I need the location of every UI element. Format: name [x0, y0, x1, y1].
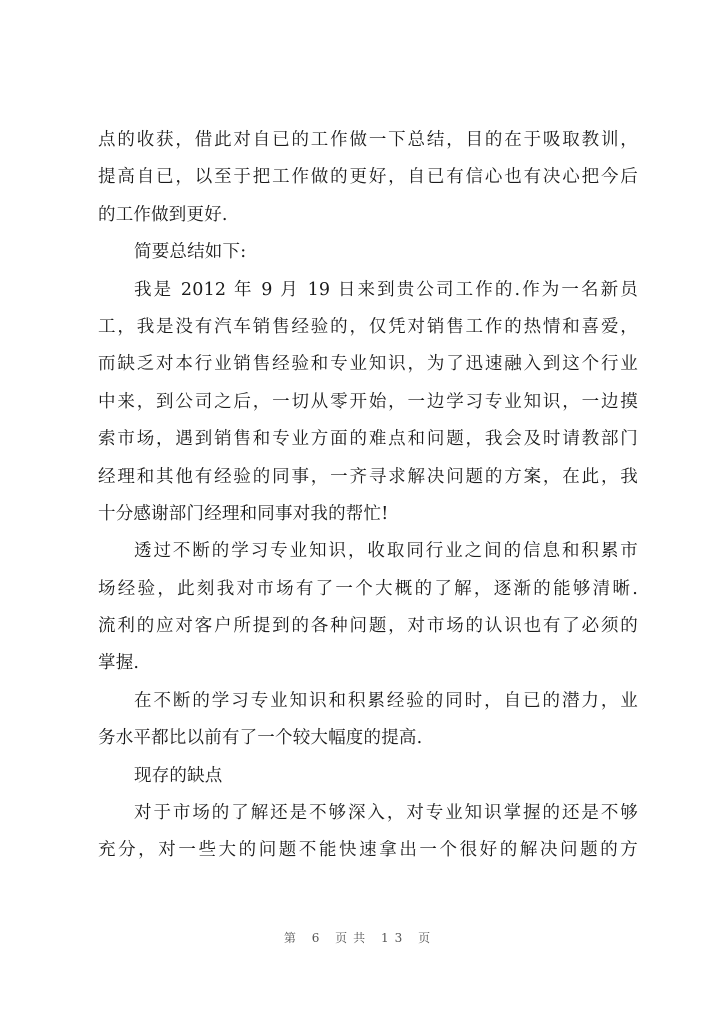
text-line: 而缺乏对本行业销售经验和专业知识，为了迅速融入到这个行业	[98, 354, 638, 375]
text-line: 经理和其他有经验的同事，一齐寻求解决问题的方案，在此，我	[98, 466, 638, 487]
text-line: 索市场，遇到销售和专业方面的难点和问题，我会及时请教部门	[98, 429, 638, 450]
text-line: 中来，到公司之后，一切从零开始，一边学习专业知识，一边摸	[98, 391, 638, 412]
text-line: 透过不断的学习专业知识，收取同行业之间的信息和积累市	[134, 541, 638, 562]
text-line: 掌握.	[98, 653, 140, 674]
text-line: 提高自已，以至于把工作做的更好，自已有信心也有决心把今后	[98, 167, 638, 188]
text-line: 充分，对一些大的问题不能快速拿出一个很好的解决问题的方	[98, 840, 638, 861]
page-footer: 第 6 页共 13 页	[283, 931, 437, 945]
text-line: 务水平都比以前有了一个较大幅度的提高.	[98, 728, 423, 749]
text-line: 简要总结如下:	[134, 242, 247, 263]
body-text	[98, 122, 638, 870]
text-line: 的工作做到更好.	[98, 204, 228, 225]
text-line: 我是 2012 年 9 月 19 日来到贵公司工作的.作为一名新员	[134, 279, 638, 300]
text-line: 点的收获，借此对自已的工作做一下总结，目的在于吸取教训，	[98, 130, 638, 150]
text-line: 十分感谢部门经理和同事对我的帮忙!	[98, 503, 389, 524]
text-line: 流利的应对客户所提到的各种问题，对市场的认识也有了必须的	[98, 616, 638, 637]
text-line: 现存的缺点	[134, 765, 223, 786]
text-line: 工，我是没有汽车销售经验的，仅凭对销售工作的热情和喜爱，	[98, 316, 638, 337]
text-line: 场经验，此刻我对市场有了一个大概的了解，逐渐的能够清晰.	[98, 578, 638, 599]
text-line: 在不断的学习专业知识和积累经验的同时，自已的潜力，业	[134, 690, 638, 711]
text-line: 对于市场的了解还是不够深入，对专业知识掌握的还是不够	[134, 803, 638, 824]
